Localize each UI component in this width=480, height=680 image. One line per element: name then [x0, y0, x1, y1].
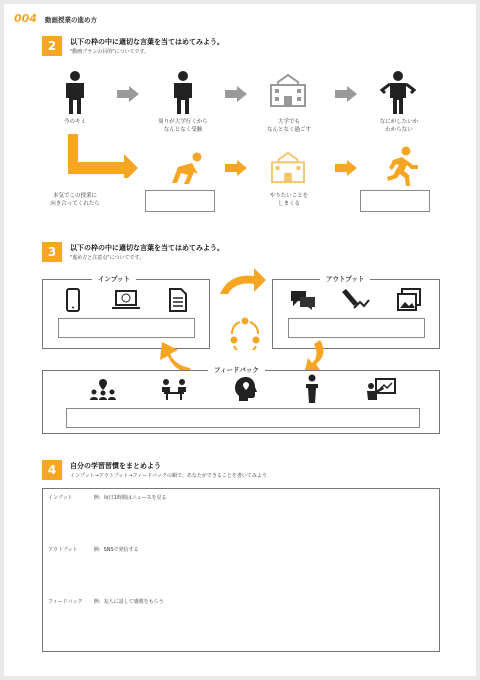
- caption-entrance-exam: 周りが大学行くから なんとなく受験: [158, 119, 208, 134]
- section-3-title: 以下の枠の中に適切な言葉を当てはめてみよう。: [70, 244, 224, 252]
- section-4-subtitle: インプット→アウトプット→フィードバックの順で、あなたができることを書いてみよう: [70, 473, 267, 479]
- laptop-icon: [112, 290, 140, 310]
- section-4-number: 4: [42, 460, 62, 480]
- meeting-table-icon: [160, 378, 188, 400]
- habit-row-example: 例：毎日1時間はニュースを見る: [93, 495, 167, 501]
- arrow-right-icon: [335, 160, 357, 176]
- document-icon: [169, 288, 187, 312]
- section-2-number: 2: [42, 36, 62, 56]
- smartphone-icon: [66, 288, 80, 312]
- speaker-podium-icon: [302, 374, 322, 404]
- page-number: 004: [14, 12, 37, 25]
- habit-row-label: アウトプット: [48, 547, 78, 553]
- caption-if-serious: 本気でこの授業に 向き合ってくれたら: [50, 193, 100, 208]
- caption-current-you: 今のキミ: [63, 119, 86, 125]
- l-shaped-arrow-icon: [66, 134, 140, 178]
- habit-row-label: フィードバック: [48, 599, 83, 605]
- person-starting-crouch-icon: [164, 152, 208, 184]
- presentation-board-icon: [366, 378, 396, 400]
- school-building-icon: [268, 152, 308, 184]
- section-2-subtitle: "動画プランの目的"についてです。: [70, 49, 150, 55]
- photos-icon: [396, 288, 422, 312]
- section-3-subtitle: "進め方と注意点"についてです。: [70, 255, 145, 261]
- feedback-answer-blank[interactable]: [66, 408, 420, 428]
- cycle-icon: [228, 316, 262, 350]
- person-running-icon: [382, 146, 418, 186]
- input-box-label: インプット: [92, 274, 136, 283]
- arrow-right-icon: [335, 86, 357, 102]
- habit-row-label: インプット: [48, 495, 73, 501]
- habit-row-input: [48, 494, 167, 501]
- caption-dont-know: なにがしたいか わからない: [379, 119, 419, 134]
- curved-arrow-icon: [216, 266, 268, 296]
- habit-row-output: [48, 546, 139, 553]
- person-standing-icon: [58, 70, 92, 114]
- caption-university-life: 大学でも なんとなく過ごす: [266, 119, 311, 134]
- speech-bubbles-icon: [290, 290, 316, 310]
- input-answer-blank[interactable]: [58, 318, 195, 338]
- answer-blank-2[interactable]: [360, 190, 430, 212]
- worksheet-page: [4, 4, 476, 676]
- output-answer-blank[interactable]: [288, 318, 425, 338]
- arrow-right-icon: [117, 86, 139, 102]
- person-shrugging-icon: [378, 70, 418, 114]
- output-box-label: アウトプット: [320, 274, 370, 283]
- head-idea-icon: [234, 376, 258, 402]
- habit-row-example: 例：SNSで発信する: [93, 547, 139, 553]
- group-location-icon: [90, 378, 116, 400]
- arrow-right-icon: [225, 160, 247, 176]
- person-standing-icon: [166, 70, 200, 114]
- section-2-title: 以下の枠の中に適切な言葉を当てはめてみよう。: [70, 38, 224, 46]
- arrow-right-icon: [225, 86, 247, 102]
- school-building-icon: [268, 74, 308, 108]
- habit-writing-box[interactable]: [42, 488, 440, 652]
- page-header: [14, 12, 97, 25]
- answer-blank-1[interactable]: [145, 190, 215, 212]
- section-4-title: 自分の学習習慣をまとめよう: [70, 462, 161, 470]
- feedback-box-label: フィードバック: [208, 365, 265, 374]
- page-title: 動画授業の進め方: [44, 16, 97, 24]
- caption-do-what-you-want: やりたいことを しまくる: [269, 193, 309, 208]
- habit-row-example: 例：友人に話して感想をもらう: [93, 599, 164, 605]
- section-3-number: 3: [42, 242, 62, 262]
- habit-row-feedback: [48, 598, 164, 605]
- pen-writing-icon: [340, 288, 370, 312]
